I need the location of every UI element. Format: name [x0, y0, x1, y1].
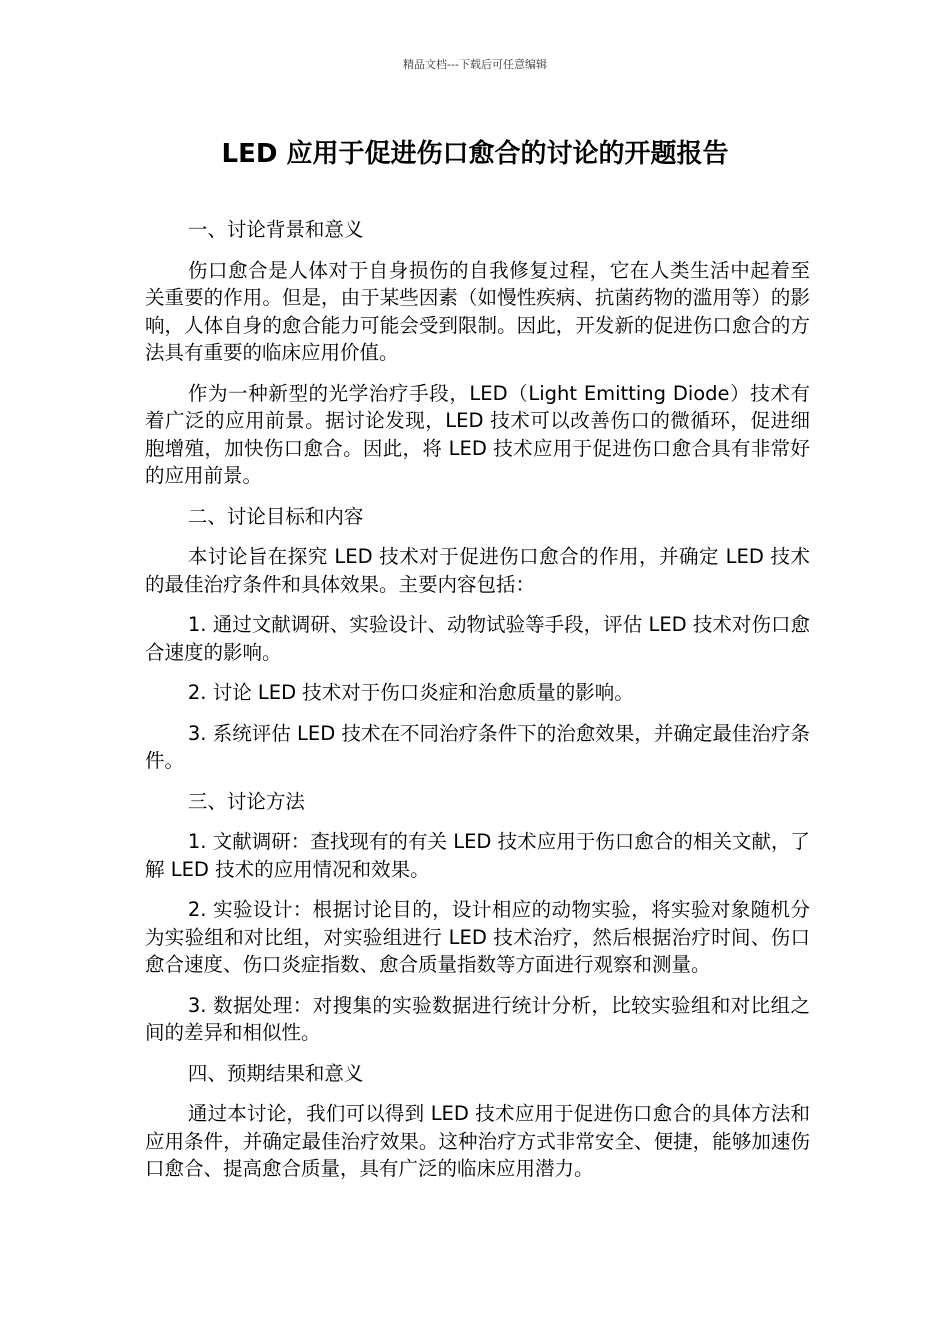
list-item-objective-3: 3. 系统评估 LED 技术在不同治疗条件下的治愈效果，并确定最佳治疗条件。: [145, 721, 810, 772]
section-heading-background: 一、讨论背景和意义: [187, 218, 364, 241]
section-heading-methods: 三、讨论方法: [187, 789, 305, 813]
paragraph-background-1: 伤口愈合是人体对于自身损伤的自我修复过程，它在人类生活中起着至关重要的作用。但是，由于某些因素（如慢性疾病、抗菌药物的滥用等）的影响，人体自身的愈合能力可能会受到限制。因此，开发新的促进伤口愈合的方法具有重要的临床应用价值。: [145, 258, 810, 364]
document-title: LED 应用于促进伤口愈合的讨论的开题报告: [221, 139, 729, 169]
list-item-method-3: 3. 数据处理：对搜集的实验数据进行统计分析，比较实验组和对比组之间的差异和相似性。: [145, 993, 810, 1044]
section-heading-results: 四、预期结果和意义: [187, 1061, 364, 1085]
paragraph-results: 通过本讨论，我们可以得到 LED 技术应用于促进伤口愈合的具体方法和应用条件，并确定最佳治疗效果。这种治疗方式非常安全、便捷，能够加速伤口愈合、提高愈合质量，具有广泛的临床应用潜力。: [145, 1102, 810, 1180]
document-body: [145, 216, 810, 1196]
list-item-method-1: 1. 文献调研：查找现有的有关 LED 技术应用于伤口愈合的相关文献，了解 LED 技术的应用情况和效果。: [145, 830, 810, 881]
paragraph-objectives-intro: 本讨论旨在探究 LED 技术对于促进伤口愈合的作用，并确定 LED 技术的最佳治疗条件和具体效果。主要内容包括：: [145, 545, 810, 596]
list-item-objective-2: 2. 讨论 LED 技术对于伤口炎症和治愈质量的影响。: [187, 681, 634, 704]
page-header: 精品文档---下载后可任意编辑: [403, 58, 547, 71]
paragraph-background-2: 作为一种新型的光学治疗手段，LED（Light Emitting Diode）技术有着广泛的应用前景。据讨论发现，LED 技术可以改善伤口的微循环，促进细胞增殖，加快伤口愈合。因此，将 LED 技术应用于促进伤口愈合具有非常好的应用前景。: [145, 381, 810, 487]
section-heading-objectives: 二、讨论目标和内容: [187, 504, 364, 528]
list-item-method-2: 2. 实验设计：根据讨论目的，设计相应的动物实验，将实验对象随机分为实验组和对比组，对实验组进行 LED 技术治疗，然后根据治疗时间、伤口愈合速度、伤口炎症指数、愈合质量指数等方面进行观察和测量。: [145, 898, 810, 976]
list-item-objective-1: 1. 通过文献调研、实验设计、动物试验等手段，评估 LED 技术对伤口愈合速度的影响。: [145, 613, 810, 664]
